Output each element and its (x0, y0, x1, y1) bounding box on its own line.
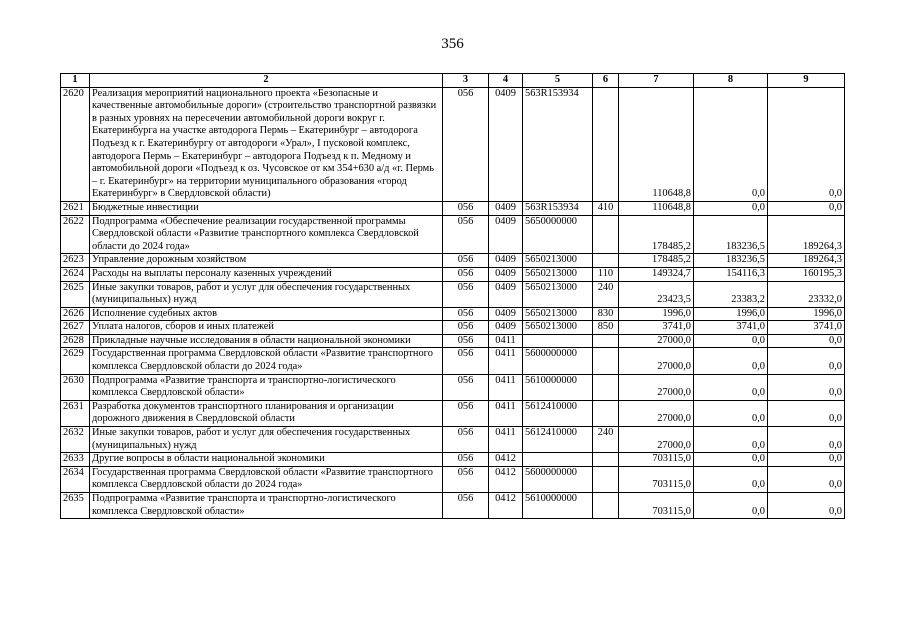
row-name: Бюджетные инвестиции (90, 201, 443, 215)
col-6-value (593, 348, 619, 374)
row-name: Уплата налогов, сборов и иных платежей (90, 321, 443, 335)
row-number: 2622 (61, 215, 90, 254)
col-6-value: 830 (593, 307, 619, 321)
header-cell: 2 (90, 74, 443, 88)
col-9-value: 0,0 (768, 427, 845, 453)
row-name: Расходы на выплаты персоналу казенных учреждений (90, 267, 443, 281)
col-3-value: 056 (443, 201, 489, 215)
header-row (61, 74, 845, 88)
row-number: 2625 (61, 281, 90, 307)
col-4-value: 0409 (489, 201, 523, 215)
row-name: Другие вопросы в области национальной экономики (90, 453, 443, 467)
header-cell: 7 (619, 74, 694, 88)
table-row (61, 215, 845, 254)
col-5-value: 5650213000 (523, 281, 593, 307)
col-8-value: 0,0 (694, 427, 768, 453)
col-5-value: 563R153934 (523, 201, 593, 215)
header-cell: 5 (523, 74, 593, 88)
col-7-value: 27000,0 (619, 334, 694, 348)
header-cell: 3 (443, 74, 489, 88)
col-7-value: 149324,7 (619, 267, 694, 281)
row-name: Управление дорожным хозяйством (90, 254, 443, 268)
col-9-value: 0,0 (768, 400, 845, 426)
col-8-value: 0,0 (694, 400, 768, 426)
col-5-value: 563R153934 (523, 87, 593, 201)
row-number: 2626 (61, 307, 90, 321)
col-4-value: 0409 (489, 321, 523, 335)
row-name: Разработка документов транспортного планирования и организации дорожного движения в Свердловской области (90, 400, 443, 426)
header-cell: 8 (694, 74, 768, 88)
col-8-value: 0,0 (694, 374, 768, 400)
row-number: 2620 (61, 87, 90, 201)
col-5-value: 5650213000 (523, 254, 593, 268)
col-6-value (593, 453, 619, 467)
row-name: Подпрограмма «Развитие транспорта и транспортно-логистического комплекса Свердловской области» (90, 374, 443, 400)
col-8-value: 183236,5 (694, 215, 768, 254)
col-3-value: 056 (443, 374, 489, 400)
col-6-value (593, 254, 619, 268)
col-7-value: 703115,0 (619, 453, 694, 467)
col-8-value: 1996,0 (694, 307, 768, 321)
header-cell: 9 (768, 74, 845, 88)
header-cell: 6 (593, 74, 619, 88)
row-name: Государственная программа Свердловской области «Развитие транспортного комплекса Свердловской области до 2024 года» (90, 466, 443, 492)
col-8-value: 3741,0 (694, 321, 768, 335)
col-4-value: 0411 (489, 427, 523, 453)
col-4-value: 0409 (489, 267, 523, 281)
col-4-value: 0412 (489, 466, 523, 492)
col-6-value: 850 (593, 321, 619, 335)
col-3-value: 056 (443, 321, 489, 335)
row-number: 2624 (61, 267, 90, 281)
table-row (61, 267, 845, 281)
col-3-value: 056 (443, 427, 489, 453)
col-5-value (523, 334, 593, 348)
col-4-value: 0409 (489, 87, 523, 201)
col-5-value: 5650000000 (523, 215, 593, 254)
col-3-value: 056 (443, 466, 489, 492)
col-6-value: 240 (593, 427, 619, 453)
row-name: Иные закупки товаров, работ и услуг для обеспечения государственных (муниципальных) нужд (90, 427, 443, 453)
col-5-value: 5600000000 (523, 348, 593, 374)
col-5-value: 5610000000 (523, 493, 593, 519)
col-5-value: 5650213000 (523, 267, 593, 281)
col-7-value: 178485,2 (619, 254, 694, 268)
col-4-value: 0411 (489, 334, 523, 348)
col-8-value: 0,0 (694, 348, 768, 374)
col-6-value: 110 (593, 267, 619, 281)
budget-table (60, 73, 845, 519)
table-row (61, 374, 845, 400)
col-9-value: 0,0 (768, 87, 845, 201)
row-number: 2630 (61, 374, 90, 400)
table-row (61, 281, 845, 307)
table-row (61, 321, 845, 335)
col-9-value: 0,0 (768, 493, 845, 519)
col-5-value: 5650213000 (523, 321, 593, 335)
row-number: 2632 (61, 427, 90, 453)
col-5-value: 5612410000 (523, 427, 593, 453)
row-name: Подпрограмма «Развитие транспорта и транспортно-логистического комплекса Свердловской области» (90, 493, 443, 519)
col-3-value: 056 (443, 307, 489, 321)
col-3-value: 056 (443, 254, 489, 268)
col-3-value: 056 (443, 453, 489, 467)
col-9-value: 189264,3 (768, 215, 845, 254)
table-row (61, 348, 845, 374)
row-name: Исполнение судебных актов (90, 307, 443, 321)
col-6-value (593, 466, 619, 492)
row-name: Подпрограмма «Обеспечение реализации государственной программы Свердловской области «Развитие транспортного комплекса Свердловской области до 2024 года» (90, 215, 443, 254)
row-number: 2629 (61, 348, 90, 374)
row-number: 2623 (61, 254, 90, 268)
col-9-value: 0,0 (768, 348, 845, 374)
table-row (61, 334, 845, 348)
col-4-value: 0412 (489, 493, 523, 519)
col-7-value: 27000,0 (619, 374, 694, 400)
col-8-value: 0,0 (694, 466, 768, 492)
col-9-value: 0,0 (768, 201, 845, 215)
col-5-value: 5650213000 (523, 307, 593, 321)
col-3-value: 056 (443, 334, 489, 348)
col-4-value: 0409 (489, 215, 523, 254)
row-number: 2628 (61, 334, 90, 348)
col-5-value: 5610000000 (523, 374, 593, 400)
col-6-value: 240 (593, 281, 619, 307)
col-9-value: 0,0 (768, 466, 845, 492)
row-name: Прикладные научные исследования в области национальной экономики (90, 334, 443, 348)
col-7-value: 703115,0 (619, 493, 694, 519)
col-3-value: 056 (443, 493, 489, 519)
col-7-value: 23423,5 (619, 281, 694, 307)
col-9-value: 0,0 (768, 374, 845, 400)
col-9-value: 23332,0 (768, 281, 845, 307)
col-5-value: 5612410000 (523, 400, 593, 426)
col-4-value: 0412 (489, 453, 523, 467)
header-cell: 1 (61, 74, 90, 88)
col-3-value: 056 (443, 348, 489, 374)
col-8-value: 23383,2 (694, 281, 768, 307)
col-9-value: 1996,0 (768, 307, 845, 321)
col-7-value: 110648,8 (619, 201, 694, 215)
table-row (61, 307, 845, 321)
table-row (61, 400, 845, 426)
col-9-value: 3741,0 (768, 321, 845, 335)
col-6-value (593, 493, 619, 519)
col-7-value: 178485,2 (619, 215, 694, 254)
col-6-value (593, 374, 619, 400)
col-6-value (593, 400, 619, 426)
col-8-value: 0,0 (694, 201, 768, 215)
col-5-value: 5600000000 (523, 466, 593, 492)
col-7-value: 27000,0 (619, 400, 694, 426)
row-name: Реализация мероприятий национального проекта «Безопасные и качественные автомобильные дороги» (строительство транспортной развязки в разных уровнях на пересечении автомобильной дороги вокруг г. Екатеринбурга на участке автодорога Пермь – Екатеринбург – автодорога Подъезд к г. Екатеринбургу от автодороги «Урал», I пусковой комплекс, автодорога Пермь – Екатеринбург – автодорога Подъезд к п. Медному и автомобильной дороги «Подъезд к оз. Чусовское от км 354+630 а/д «г. Пермь – г. Екатеринбург» на территории муниципального образования «город Екатеринбург» в Свердловской области) (90, 87, 443, 201)
col-6-value (593, 334, 619, 348)
col-3-value: 056 (443, 87, 489, 201)
col-8-value: 0,0 (694, 87, 768, 201)
col-4-value: 0409 (489, 254, 523, 268)
col-4-value: 0411 (489, 374, 523, 400)
col-7-value: 703115,0 (619, 466, 694, 492)
row-number: 2621 (61, 201, 90, 215)
row-number: 2634 (61, 466, 90, 492)
table-row (61, 493, 845, 519)
col-6-value (593, 87, 619, 201)
row-number: 2633 (61, 453, 90, 467)
page-number: 356 (441, 36, 464, 52)
col-4-value: 0409 (489, 307, 523, 321)
row-number: 2631 (61, 400, 90, 426)
table-row (61, 427, 845, 453)
col-7-value: 1996,0 (619, 307, 694, 321)
table-row (61, 201, 845, 215)
table-row (61, 87, 845, 201)
col-3-value: 056 (443, 215, 489, 254)
table-row (61, 254, 845, 268)
header-cell: 4 (489, 74, 523, 88)
col-4-value: 0409 (489, 281, 523, 307)
table-row (61, 453, 845, 467)
col-7-value: 27000,0 (619, 427, 694, 453)
col-6-value (593, 215, 619, 254)
col-6-value: 410 (593, 201, 619, 215)
col-7-value: 3741,0 (619, 321, 694, 335)
col-8-value: 0,0 (694, 334, 768, 348)
col-9-value: 160195,3 (768, 267, 845, 281)
row-number: 2627 (61, 321, 90, 335)
row-name: Иные закупки товаров, работ и услуг для обеспечения государственных (муниципальных) нужд (90, 281, 443, 307)
col-4-value: 0411 (489, 348, 523, 374)
col-9-value: 0,0 (768, 453, 845, 467)
col-7-value: 110648,8 (619, 87, 694, 201)
col-3-value: 056 (443, 267, 489, 281)
col-3-value: 056 (443, 281, 489, 307)
col-9-value: 189264,3 (768, 254, 845, 268)
col-4-value: 0411 (489, 400, 523, 426)
col-8-value: 154116,3 (694, 267, 768, 281)
row-name: Государственная программа Свердловской области «Развитие транспортного комплекса Свердловской области до 2024 года» (90, 348, 443, 374)
col-8-value: 0,0 (694, 453, 768, 467)
table-row (61, 466, 845, 492)
row-number: 2635 (61, 493, 90, 519)
col-5-value (523, 453, 593, 467)
col-3-value: 056 (443, 400, 489, 426)
col-8-value: 183236,5 (694, 254, 768, 268)
col-8-value: 0,0 (694, 493, 768, 519)
col-9-value: 0,0 (768, 334, 845, 348)
col-7-value: 27000,0 (619, 348, 694, 374)
